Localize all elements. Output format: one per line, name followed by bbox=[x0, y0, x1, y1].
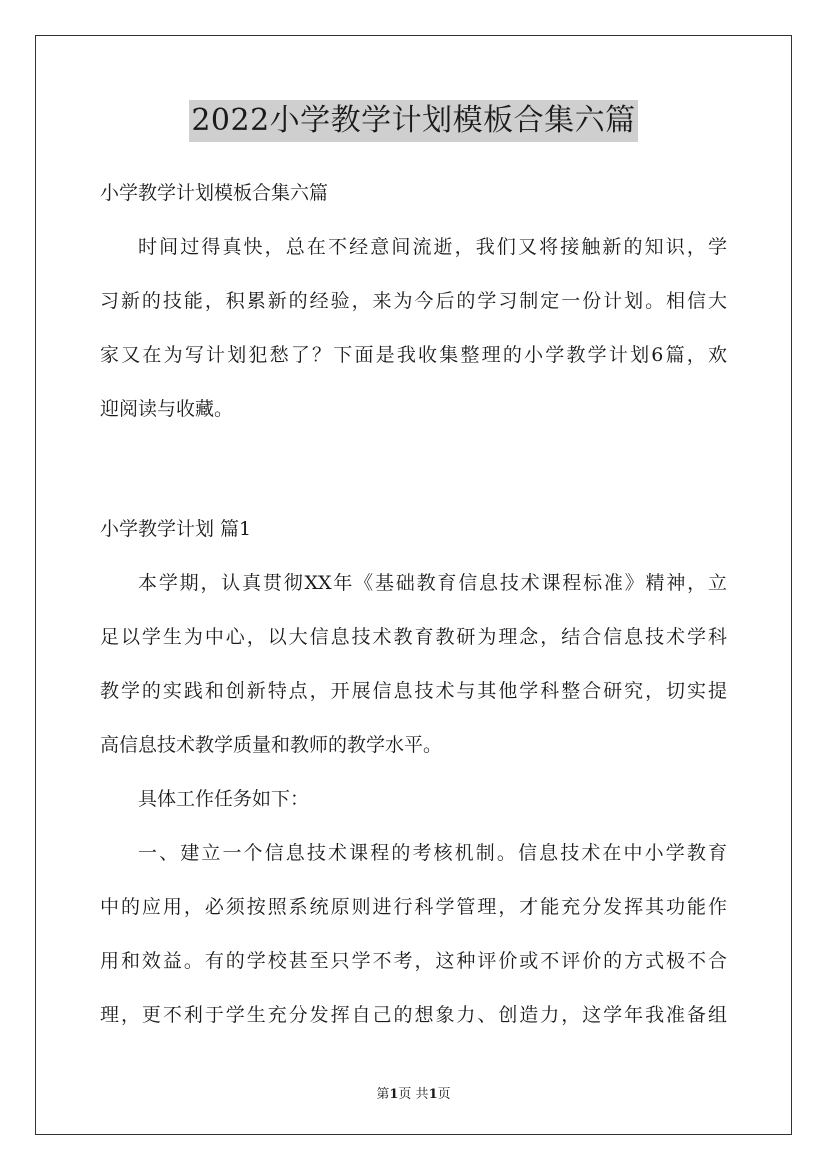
footer-prefix: 第 bbox=[376, 1087, 390, 1102]
paragraph-line: 一、建立一个信息技术课程的考核机制。信息技术在中小学教育 bbox=[138, 842, 727, 864]
intro-line: 时间过得真快，总在不经意间流逝，我们又将接触新的知识，学 bbox=[138, 236, 727, 258]
footer-suffix: 页 bbox=[437, 1087, 451, 1102]
section-heading: 小学教学计划 篇1 bbox=[100, 518, 252, 540]
intro-line: 习新的技能，积累新的经验，来为今后的学习制定一份计划。相信大 bbox=[100, 290, 727, 312]
page-footer bbox=[0, 1083, 827, 1102]
document-body bbox=[100, 175, 727, 1033]
paragraph-line: 理，更不利于学生充分发挥自己的想象力、创造力，这学年我准备组 bbox=[100, 1004, 727, 1026]
paragraph-line: 足以学生为中心，以大信息技术教育教研为理念，结合信息技术学科 bbox=[100, 626, 727, 648]
paragraph-line: 用和效益。有的学校甚至只学不考，这种评价或不评价的方式极不合 bbox=[100, 950, 727, 972]
paragraph-line: 本学期，认真贯彻XX年《基础教育信息技术课程标准》精神，立 bbox=[138, 572, 727, 594]
footer-page-total: 1 bbox=[428, 1087, 438, 1102]
footer-mid: 页 共 bbox=[398, 1087, 429, 1102]
paragraph-line: 具体工作任务如下： bbox=[138, 788, 310, 810]
intro-line: 家又在为写计划犯愁了？下面是我收集整理的小学教学计划6篇，欢 bbox=[100, 344, 727, 366]
paragraph-line: 教学的实践和创新特点，开展信息技术与其他学科整合研究，切实提 bbox=[100, 680, 727, 702]
paragraph-line: 高信息技术教学质量和教师的教学水平。 bbox=[100, 734, 443, 756]
intro-line: 迎阅读与收藏。 bbox=[100, 398, 234, 420]
document-subtitle: 小学教学计划模板合集六篇 bbox=[100, 182, 329, 204]
document-title: 2022小学教学计划模板合集六篇 bbox=[189, 100, 637, 142]
footer-page-number: 1 bbox=[389, 1087, 399, 1102]
document-title-wrap bbox=[0, 100, 827, 142]
paragraph-line: 中的应用，必须按照系统原则进行科学管理，才能充分发挥其功能作 bbox=[100, 896, 727, 918]
